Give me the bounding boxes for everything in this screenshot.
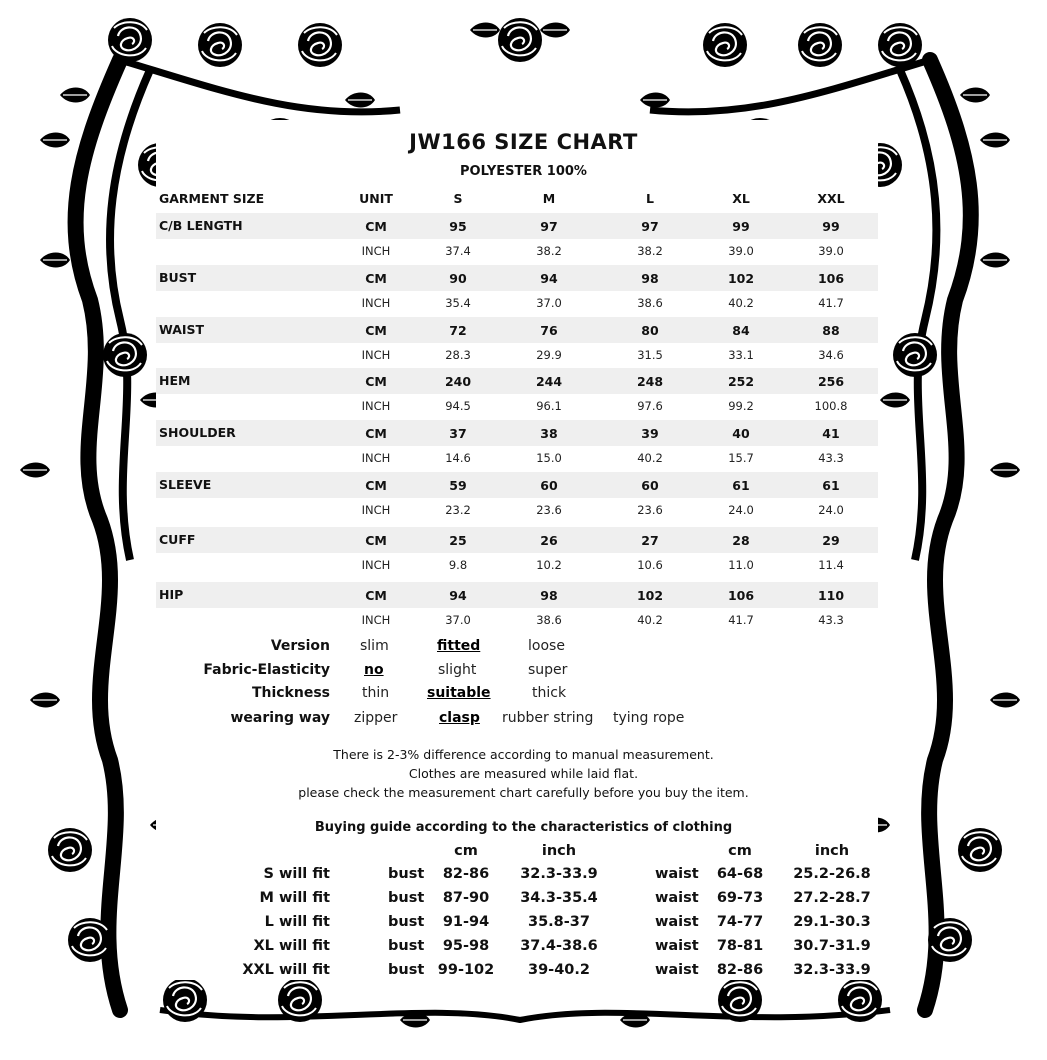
guide-waist-label: waist: [655, 866, 699, 882]
cm-value: 29: [822, 533, 840, 548]
cm-value: 60: [641, 478, 659, 493]
guide-size-label: S will fit: [263, 866, 330, 882]
cm-value: 106: [727, 588, 755, 603]
cm-value: 61: [732, 478, 750, 493]
unit-inch: INCH: [361, 399, 391, 413]
inch-value: 37.0: [536, 296, 562, 310]
header-unit: UNIT: [359, 191, 393, 206]
inch-value: 40.2: [637, 451, 663, 465]
inch-value: 14.6: [445, 451, 471, 465]
measurement-label: HEM: [159, 373, 191, 388]
guide-bust-cm: 99-102: [437, 962, 495, 978]
unit-inch: INCH: [361, 451, 391, 465]
cm-value: 97: [641, 219, 659, 234]
inch-value: 100.8: [814, 399, 848, 413]
guide-waist-label: waist: [655, 914, 699, 930]
guide-bust-inch: 37.4-38.6: [520, 938, 598, 954]
inch-value: 24.0: [728, 503, 754, 517]
guide-waist-label: waist: [655, 890, 699, 906]
header-size-l: L: [646, 191, 654, 206]
cm-value: 97: [540, 219, 558, 234]
characteristic-option: loose: [528, 638, 565, 654]
guide-waist-cm-header: cm: [728, 843, 752, 859]
unit-inch: INCH: [361, 613, 391, 627]
guide-waist-label: waist: [655, 938, 699, 954]
unit-cm: CM: [365, 533, 387, 548]
cm-value: 95: [449, 219, 467, 234]
guide-waist-label: waist: [655, 962, 699, 978]
inch-value: 37.0: [445, 613, 471, 627]
cm-value: 240: [444, 374, 472, 389]
inch-value: 29.9: [536, 348, 562, 362]
inch-value: 37.4: [445, 244, 471, 258]
cm-value: 41: [822, 426, 840, 441]
guide-waist-cm: 82-86: [716, 962, 764, 978]
cm-value: 39: [641, 426, 659, 441]
characteristic-option: thick: [532, 685, 567, 701]
note-check-chart: please check the measurement chart carefully before you buy the item.: [298, 785, 749, 800]
characteristic-option-selected: fitted: [437, 638, 481, 654]
inch-value: 23.6: [637, 503, 663, 517]
material-subtitle: POLYESTER 100%: [460, 164, 587, 179]
inch-value: 34.6: [818, 348, 844, 362]
unit-inch: INCH: [361, 296, 391, 310]
inch-value: 99.2: [728, 399, 754, 413]
cm-value: 26: [540, 533, 558, 548]
header-garment-size: GARMENT SIZE: [159, 191, 265, 206]
characteristic-option: super: [528, 662, 568, 678]
inch-value: 96.1: [536, 399, 562, 413]
inch-value: 24.0: [818, 503, 844, 517]
note-measurement-difference: There is 2-3% difference according to manual measurement.: [333, 747, 714, 762]
cm-value: 88: [822, 323, 840, 338]
guide-bust-cm: 95-98: [442, 938, 490, 954]
cm-value: 27: [641, 533, 659, 548]
characteristic-option: thin: [362, 685, 390, 701]
cm-value: 59: [449, 478, 467, 493]
characteristic-option-selected: no: [364, 662, 384, 678]
cm-value: 25: [449, 533, 467, 548]
cm-value: 248: [636, 374, 664, 389]
guide-bust-label: bust: [388, 914, 425, 930]
measurement-label: BUST: [159, 270, 197, 285]
inch-value: 38.6: [536, 613, 562, 627]
inch-value: 10.6: [637, 558, 663, 572]
unit-cm: CM: [365, 478, 387, 493]
characteristic-option-selected: suitable: [427, 685, 491, 701]
guide-bust-label: bust: [388, 890, 425, 906]
characteristic-label: Thickness: [251, 685, 330, 701]
guide-bust-cm: 87-90: [442, 890, 490, 906]
unit-inch: INCH: [361, 244, 391, 258]
guide-bust-label: bust: [388, 962, 425, 978]
inch-value: 9.8: [448, 558, 468, 572]
inch-value: 15.7: [728, 451, 754, 465]
header-size-m: M: [542, 191, 556, 206]
inch-value: 97.6: [637, 399, 663, 413]
header-size-xxl: XXL: [817, 191, 845, 206]
cm-value: 28: [732, 533, 750, 548]
guide-waist-cm: 78-81: [716, 938, 764, 954]
measurement-label: CUFF: [159, 532, 196, 547]
unit-cm: CM: [365, 374, 387, 389]
unit-cm: CM: [365, 588, 387, 603]
guide-bust-cm: 91-94: [442, 914, 490, 930]
inch-value: 28.3: [445, 348, 471, 362]
cm-value: 76: [540, 323, 558, 338]
inch-value: 10.2: [536, 558, 562, 572]
inch-value: 38.2: [637, 244, 663, 258]
guide-waist-inch: 32.3-33.9: [793, 962, 871, 978]
inch-value: 11.0: [728, 558, 754, 572]
cm-value: 94: [449, 588, 467, 603]
cm-value: 90: [449, 271, 467, 286]
inch-value: 33.1: [728, 348, 754, 362]
guide-bust-label: bust: [388, 938, 425, 954]
inch-value: 15.0: [536, 451, 562, 465]
guide-waist-inch-header: inch: [814, 843, 850, 859]
measurement-label: C/B LENGTH: [159, 218, 243, 233]
characteristic-option: zipper: [354, 710, 398, 726]
buying-guide-title: Buying guide according to the characteristics of clothing: [314, 820, 733, 835]
measurement-label: SHOULDER: [159, 425, 236, 440]
cm-value: 61: [822, 478, 840, 493]
cm-value: 94: [540, 271, 558, 286]
guide-size-label: XXL will fit: [242, 962, 330, 978]
cm-value: 99: [822, 219, 840, 234]
unit-cm: CM: [365, 271, 387, 286]
cm-value: 99: [732, 219, 750, 234]
characteristic-label: Fabric-Elasticity: [203, 662, 330, 678]
cm-value: 252: [727, 374, 755, 389]
cm-value: 40: [732, 426, 750, 441]
characteristic-option: rubber string: [502, 710, 594, 726]
inch-value: 40.2: [637, 613, 663, 627]
unit-cm: CM: [365, 323, 387, 338]
guide-bust-inch: 39-40.2: [528, 962, 590, 978]
cm-value: 38: [540, 426, 558, 441]
measurement-label: WAIST: [159, 322, 205, 337]
inch-value: 35.4: [445, 296, 471, 310]
unit-inch: INCH: [361, 558, 391, 572]
inch-value: 38.2: [536, 244, 562, 258]
guide-waist-inch: 27.2-28.7: [793, 890, 871, 906]
guide-bust-cm: 82-86: [442, 866, 490, 882]
unit-cm: CM: [365, 426, 387, 441]
inch-value: 23.2: [445, 503, 471, 517]
chart-title: JW166 SIZE CHART: [409, 130, 638, 154]
inch-value: 43.3: [818, 613, 844, 627]
inch-value: 11.4: [818, 558, 844, 572]
cm-value: 102: [636, 588, 664, 603]
inch-value: 94.5: [445, 399, 471, 413]
inch-value: 41.7: [728, 613, 754, 627]
measurement-label: SLEEVE: [159, 477, 212, 492]
cm-value: 98: [641, 271, 659, 286]
guide-bust-cm-header: cm: [454, 843, 478, 859]
inch-value: 38.6: [637, 296, 663, 310]
cm-value: 102: [727, 271, 755, 286]
guide-waist-cm: 69-73: [716, 890, 764, 906]
cm-value: 84: [732, 323, 750, 338]
cm-value: 80: [641, 323, 659, 338]
unit-cm: CM: [365, 219, 387, 234]
cm-value: 37: [449, 426, 467, 441]
guide-waist-inch: 29.1-30.3: [793, 914, 871, 930]
inch-value: 43.3: [818, 451, 844, 465]
inch-value: 39.0: [818, 244, 844, 258]
guide-waist-inch: 30.7-31.9: [793, 938, 871, 954]
guide-waist-cm: 74-77: [716, 914, 764, 930]
guide-bust-inch-header: inch: [541, 843, 577, 859]
inch-value: 23.6: [536, 503, 562, 517]
guide-size-label: L will fit: [264, 914, 330, 930]
header-size-s: S: [453, 191, 463, 206]
inch-value: 31.5: [637, 348, 663, 362]
characteristic-label: wearing way: [230, 710, 330, 726]
guide-size-label: XL will fit: [253, 938, 330, 954]
cm-value: 244: [535, 374, 563, 389]
characteristic-option: tying rope: [613, 710, 685, 726]
cm-value: 110: [817, 588, 845, 603]
guide-waist-cm: 64-68: [716, 866, 764, 882]
cm-value: 72: [449, 323, 467, 338]
note-laid-flat: Clothes are measured while laid flat.: [408, 766, 639, 781]
guide-bust-label: bust: [388, 866, 425, 882]
cm-value: 60: [540, 478, 558, 493]
inch-value: 40.2: [728, 296, 754, 310]
cm-value: 256: [817, 374, 845, 389]
characteristic-label: Version: [270, 638, 330, 654]
guide-bust-inch: 34.3-35.4: [520, 890, 598, 906]
inch-value: 41.7: [818, 296, 844, 310]
measurement-label: HIP: [159, 587, 184, 602]
inch-value: 39.0: [728, 244, 754, 258]
characteristic-option: slim: [360, 638, 389, 654]
guide-size-label: M will fit: [259, 890, 330, 906]
cm-value: 106: [817, 271, 845, 286]
unit-inch: INCH: [361, 503, 391, 517]
guide-bust-inch: 32.3-33.9: [520, 866, 598, 882]
characteristic-option: slight: [438, 662, 477, 678]
guide-bust-inch: 35.8-37: [528, 914, 590, 930]
unit-inch: INCH: [361, 348, 391, 362]
characteristic-option-selected: clasp: [439, 710, 480, 726]
header-size-xl: XL: [732, 191, 750, 206]
cm-value: 98: [540, 588, 558, 603]
guide-waist-inch: 25.2-26.8: [793, 866, 871, 882]
